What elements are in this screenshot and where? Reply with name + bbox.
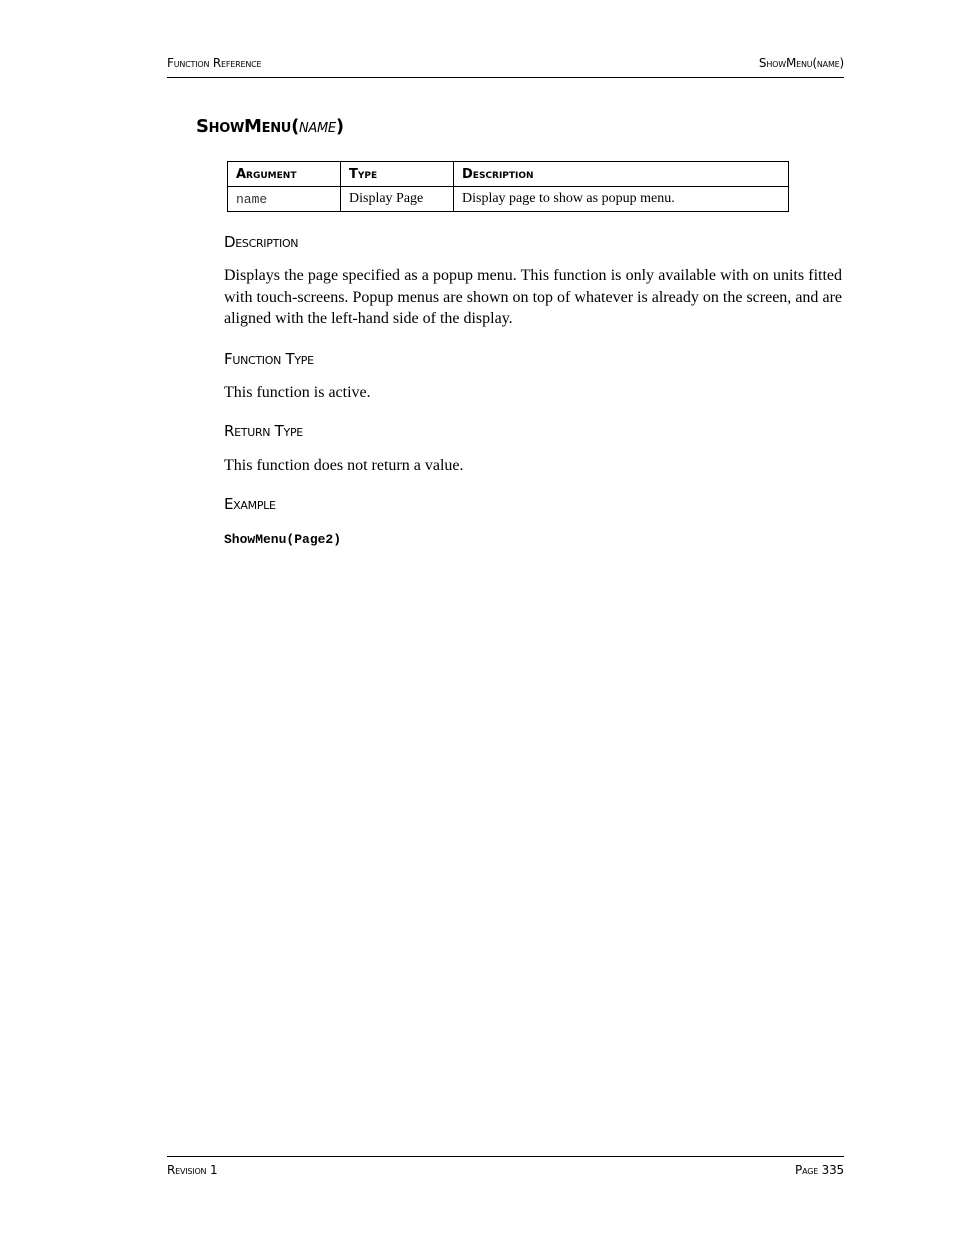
return-type-heading: Return Type (224, 422, 303, 440)
header-rule (167, 77, 844, 78)
cell-description: Display page to show as popup menu. (454, 187, 789, 212)
function-type-heading: Function Type (224, 350, 314, 368)
column-header-argument: Argument (228, 162, 341, 187)
column-header-description: Description (454, 162, 789, 187)
footer-left: Revision 1 (167, 1163, 218, 1177)
example-heading: Example (224, 495, 276, 513)
title-close: ) (335, 116, 344, 137)
page-footer (167, 1163, 844, 1179)
page-header (167, 56, 844, 72)
footer-right: Page 335 (795, 1163, 844, 1177)
cell-type: Display Page (341, 187, 454, 212)
arguments-table (227, 161, 789, 212)
title-function-name: ShowMenu( (196, 116, 299, 137)
title-argument: name (299, 116, 336, 137)
return-type-text: This function does not return a value. (224, 457, 464, 474)
header-left: Function Reference (167, 56, 262, 70)
table-header-row (228, 162, 789, 187)
description-heading: Description (224, 233, 299, 251)
description-text: Displays the page specified as a popup menu. This function is only available with on units fitted with touch-screens. Popup menus are shown on top of whatever is already on the screen, and are aligned with the left-hand side of the display. (224, 267, 842, 327)
page-title (196, 116, 344, 137)
cell-argument: name (228, 187, 341, 212)
function-type-text: This function is active. (224, 384, 371, 401)
example-code: ShowMenu(Page2) (224, 532, 342, 547)
column-header-type: Type (341, 162, 454, 187)
header-right: ShowMenu(name) (758, 56, 844, 70)
table-row (228, 187, 789, 212)
footer-rule (167, 1156, 844, 1157)
